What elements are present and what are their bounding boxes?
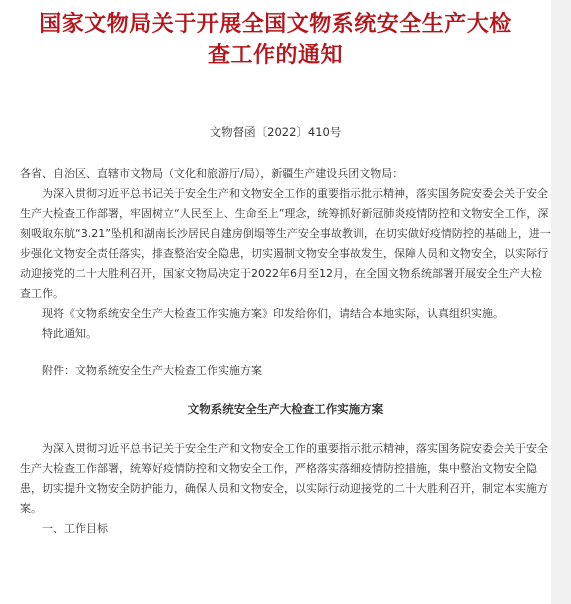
attachment-line: 附件：文物系统安全生产大检查工作实施方案 <box>42 364 262 377</box>
title-line-2: 查工作的通知 <box>207 43 343 68</box>
article-body <box>20 164 551 539</box>
scrollbar-track[interactable] <box>551 0 571 604</box>
document-number: 文物督函〔2022〕410号 <box>209 125 342 139</box>
paragraph-3: 特此通知。 <box>42 327 97 340</box>
paragraph-4: 为深入贯彻习近平总书记关于安全生产和文物安全工作的重要指示批示精神，落实国务院安委会关于安全生产大检查工作部署，统筹好疫情防控和文物安全工作，严格落实落细疫情防控措施，集中整治文物安全隐患，切实提升文物安全防护能力，确保人员和文物安全，以实际行动迎接党的二十大胜利召开，制定本实施方案。 <box>20 442 548 515</box>
section-heading-1: 一、工作目标 <box>42 522 108 535</box>
article-title <box>0 9 551 71</box>
plan-subtitle: 文物系统安全生产大检查工作实施方案 <box>187 402 384 416</box>
paragraph-2: 现将《文物系统安全生产大检查工作实施方案》印发给你们，请结合本地实际，认真组织实施。 <box>42 307 504 320</box>
title-line-1: 国家文物局关于开展全国文物系统安全生产大检 <box>39 12 512 37</box>
salutation: 各省、自治区、直辖市文物局（文化和旅游厅/局），新疆生产建设兵团文物局： <box>20 167 404 180</box>
spacer <box>20 344 551 361</box>
paragraph-1: 为深入贯彻习近平总书记关于安全生产和文物安全工作的重要指示批示精神，落实国务院安委会关于安全生产大检查工作部署，牢固树立“人民至上、生命至上”理念，统筹抓好新冠肺炎疫情防控和文物安全工作，深刻吸取东航“3.21”坠机和湖南长沙居民自建房倒塌等生产安全事故教训，在切实做好疫情防控的基础上，进一步强化文物安全责任落实，排查整治安全隐患，切实遏制文物安全事故发生，保障人员和文物安全，以实际行动迎接党的二十大胜利召开，国家文物局决定于2022年6月至12月，在全国文物系统部署开展安全生产大检查工作。 <box>20 187 551 300</box>
